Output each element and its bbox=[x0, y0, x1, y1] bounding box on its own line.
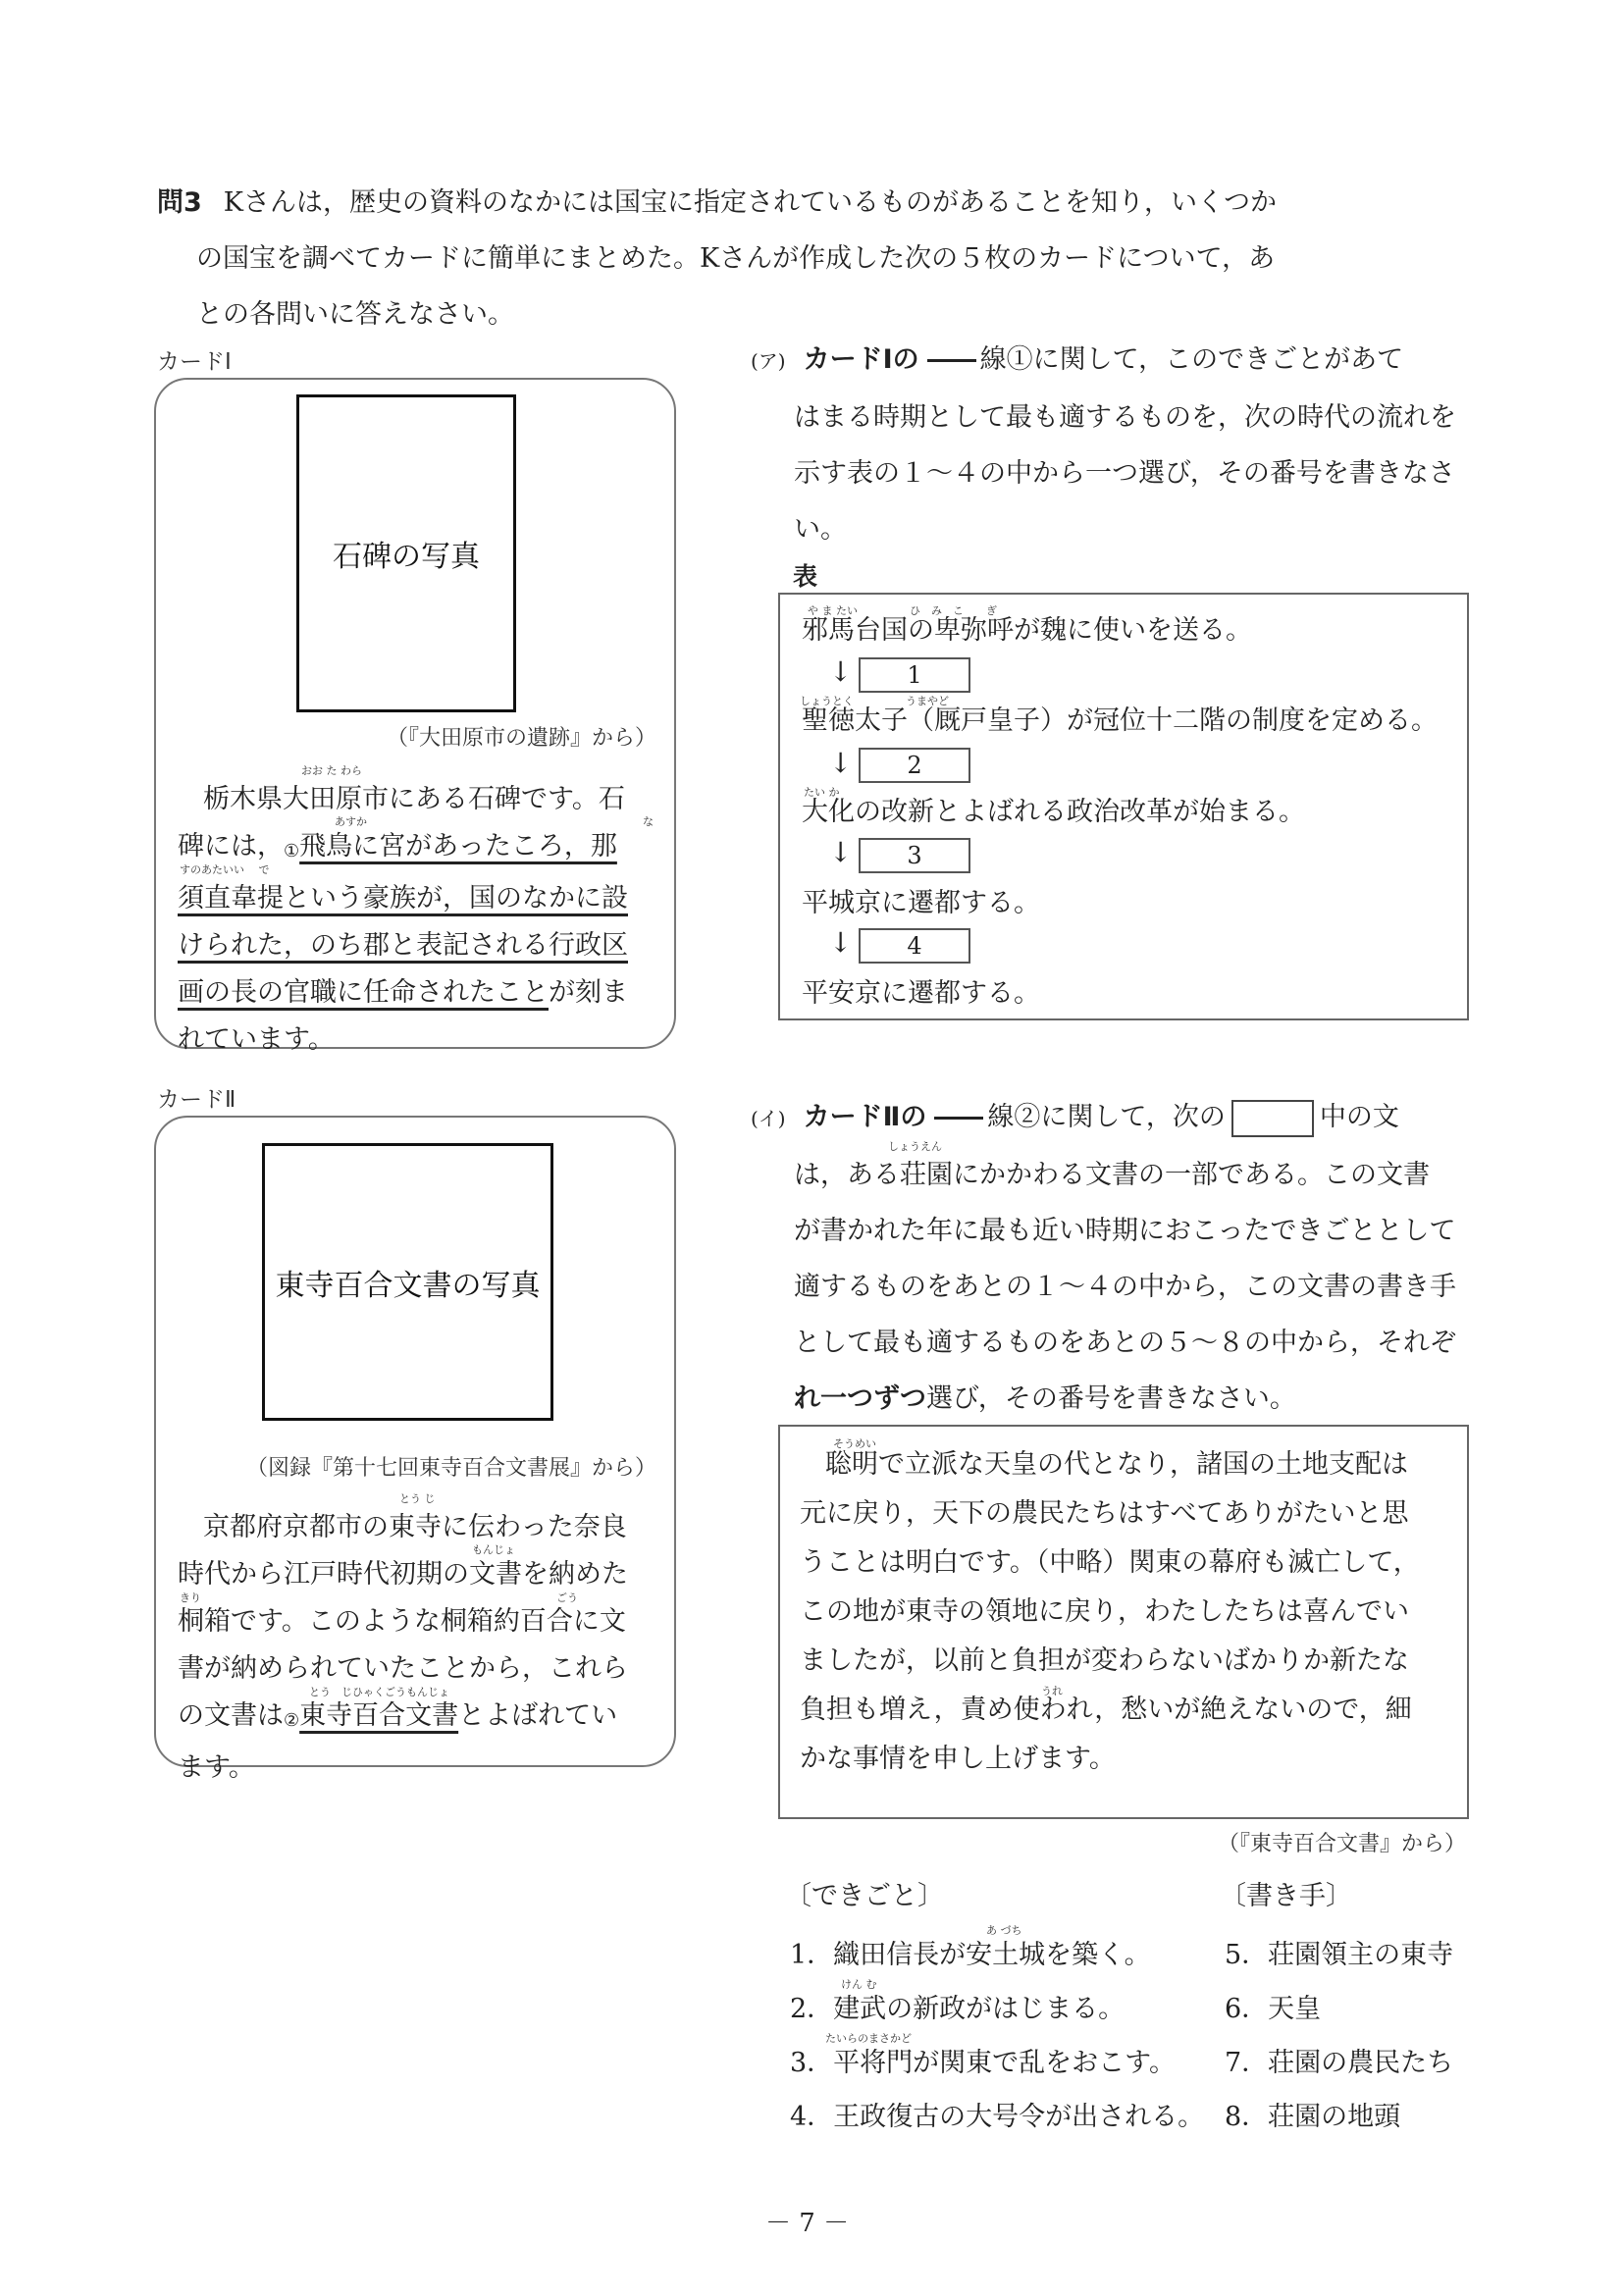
intro-line-3: との各問いに答えなさい。 bbox=[196, 299, 514, 330]
ruby-asuka: あすか bbox=[335, 815, 367, 828]
underlined-text-2: 東寺百合文書 bbox=[299, 1700, 459, 1731]
writers-list bbox=[1225, 1931, 1499, 2141]
document-source: （『東寺百合文書』から） bbox=[1217, 1832, 1466, 1856]
question-b-line-4: 適するものをあとの１～４の中から，この文書の書き手 bbox=[794, 1272, 1456, 1302]
timeline-slot-1: 1 bbox=[859, 657, 970, 693]
document-box-symbol bbox=[1231, 1100, 1314, 1137]
writers-header: 〔書き手〕 bbox=[1220, 1881, 1352, 1911]
ruby-ootawara: おお た わら bbox=[301, 764, 362, 777]
question-number: 問3 bbox=[157, 187, 202, 218]
ruby-soumei: そうめい bbox=[833, 1437, 876, 1450]
ruby-ure: うれ bbox=[1041, 1685, 1063, 1697]
underlined-text-1b: 須直韋提という豪族が，国のなかに設 bbox=[178, 883, 628, 913]
intro-line-1: Kさんは，歴史の資料のなかには国宝に指定されているものがあることを知り，いくつか bbox=[223, 187, 1277, 218]
card1-line-5: 画の長の官職に任命されたことが刻ま bbox=[178, 977, 628, 1008]
document-excerpt-box bbox=[778, 1425, 1469, 1819]
question-a-line-2: はまる時期として最も適するものを，次の時代の流れを bbox=[794, 402, 1456, 433]
card1 bbox=[154, 378, 676, 1055]
underline-marker-2: ② bbox=[284, 1710, 300, 1731]
card2-line-6: ます。 bbox=[178, 1752, 255, 1783]
event-choice-3: 3．平将門が関東で乱をおこす。 bbox=[790, 2048, 1177, 2078]
question-a-mark: (ア) bbox=[751, 349, 786, 373]
card1-label: カードⅠ bbox=[157, 349, 232, 375]
ruby-na: な bbox=[643, 815, 654, 828]
ruby-sunoatai: すのあたいい で bbox=[180, 863, 270, 876]
card1-line-4 bbox=[178, 922, 658, 969]
card1-line-3 bbox=[178, 875, 658, 922]
document-line-2: 元に戻り，天下の農民たちはすべてありがたいと思 bbox=[800, 1498, 1409, 1529]
underline-dash-icon bbox=[927, 359, 976, 362]
writer-choice-8: 8．荘園の地頭 bbox=[1225, 2102, 1401, 2132]
document-excerpt-text bbox=[800, 1437, 1457, 1784]
ruby-himiko: ひ み こ bbox=[910, 604, 964, 617]
card1-line-1: 栃木県大田原市にある石碑です。石 bbox=[203, 784, 625, 814]
document-line-6: 負担も増え，責め使われ，愁いが絶えないので，細 bbox=[800, 1695, 1412, 1725]
card1-line-2: 碑には，①飛鳥に宮があったころ，那 bbox=[178, 831, 617, 861]
timeline-slot-4: 4 bbox=[859, 928, 970, 964]
underlined-text-1d: 画の長の官職に任命されたこと bbox=[178, 977, 549, 1008]
timeline-table bbox=[778, 593, 1469, 1020]
question-a-line-4: い。 bbox=[794, 514, 847, 545]
ruby-kenmu: けん む bbox=[841, 1978, 877, 1991]
timeline-event-2: 聖徳太子（厩戸皇子）が冠位十二階の制度を定める。 bbox=[802, 705, 1438, 736]
timeline-event-4: 平城京に遷都する。 bbox=[802, 888, 1040, 918]
question-a: (ア) カードⅠの 線①に関して，このできごとがあて はまる時期として最も適するものを，次の時代の流れを 示す表の１～４の中から一つ選び，その番号を書きなさ い。 bbox=[751, 332, 1496, 557]
ruby-touji: とう じ bbox=[399, 1492, 436, 1505]
writer-choice-5: 5．荘園領主の東寺 bbox=[1225, 1940, 1454, 1970]
event-choice-4: 4．王政復古の大号令が出される。 bbox=[790, 2102, 1205, 2132]
ruby-umayado: うまやど bbox=[906, 695, 949, 707]
underlined-text-1a: 飛鳥に宮があったころ，那 bbox=[299, 831, 617, 861]
events-header: 〔できごと〕 bbox=[785, 1881, 944, 1911]
events-list bbox=[790, 1924, 1222, 2141]
timeline-slot-3: 3 bbox=[859, 838, 970, 873]
ruby-gi: ぎ bbox=[986, 604, 997, 617]
ruby-azuchi: あ づち bbox=[986, 1924, 1022, 1937]
card2-photo-caption: 東寺百合文書の写真 bbox=[275, 1268, 541, 1303]
question-b-line-2: しょうえん は，ある荘園にかかわる文書の一部である。この文書 bbox=[794, 1140, 1430, 1190]
card2-text bbox=[178, 1492, 658, 1792]
ruby-tairanomasakado: たいらのまさかど bbox=[825, 2032, 912, 2045]
card1-source: （『大田原市の遺跡』から） bbox=[386, 726, 656, 751]
document-line-7: かな事情を申し上げます。 bbox=[800, 1744, 1116, 1774]
card1-photo-caption: 石碑の写真 bbox=[333, 540, 480, 574]
ruby-toujihyakugoumonjo: とう じひゃくごうもんじょ bbox=[309, 1686, 449, 1698]
document-line-5: ましたが，以前と負担が変わらないばかりか新たな bbox=[800, 1645, 1409, 1676]
writer-choice-7: 7．荘園の農民たち bbox=[1225, 2048, 1454, 2078]
down-arrow-icon: ↓ bbox=[829, 836, 853, 868]
timeline-slot-2: 2 bbox=[859, 748, 970, 783]
card2-line-1: 京都府京都市の東寺に伝わった奈良 bbox=[203, 1512, 627, 1542]
card2-photo-placeholder bbox=[262, 1143, 553, 1421]
down-arrow-icon: ↓ bbox=[829, 926, 853, 959]
card2 bbox=[154, 1116, 676, 1783]
card2-line-4: 書が納められていたことから，これら bbox=[178, 1653, 628, 1684]
intro-line-2: の国宝を調べてカードに簡単にまとめた。Kさんが作成した次の５枚のカードについて，あ bbox=[196, 243, 1276, 274]
card2-line-2: 時代から江戸時代初期の文書を納めた bbox=[178, 1559, 628, 1590]
page-number: － 7 － bbox=[765, 2209, 850, 2238]
question-b-line-5: として最も適するものをあとの５～８の中から，それぞ bbox=[794, 1328, 1456, 1358]
ruby-gou: ごう bbox=[556, 1592, 578, 1604]
card2-label: カードⅡ bbox=[157, 1087, 236, 1113]
underline-marker-1: ① bbox=[284, 841, 300, 861]
card2-line-3: 桐箱です。このような桐箱約百合に文 bbox=[178, 1606, 626, 1637]
question-b-line-6: れ一つずつ選び，その番号を書きなさい。 bbox=[794, 1383, 1296, 1414]
ruby-taika: たい か bbox=[804, 786, 840, 799]
card1-line-6: れています。 bbox=[178, 1024, 335, 1055]
document-line-4: この地が東寺の領地に戻り，わたしたちは喜んでい bbox=[800, 1596, 1409, 1627]
event-choice-2: 2．建武の新政がはじまる。 bbox=[790, 1994, 1126, 2024]
ruby-kiri: きり bbox=[180, 1592, 201, 1604]
question-b-mark: (イ) bbox=[751, 1107, 786, 1130]
card1-text bbox=[178, 764, 658, 1064]
table-label: 表 bbox=[793, 562, 818, 591]
down-arrow-icon: ↓ bbox=[829, 655, 853, 688]
ruby-shoutoku: しょうとく bbox=[800, 695, 854, 707]
question-b-card-ref: カードⅡの bbox=[803, 1102, 927, 1132]
timeline-event-5: 平安京に遷都する。 bbox=[802, 978, 1040, 1009]
card2-line-5: の文書は②東寺百合文書とよばれてい bbox=[178, 1700, 618, 1731]
document-line-3: うことは明白です。（中略）関東の幕府も滅亡して， bbox=[800, 1547, 1420, 1578]
ruby-yamatai: や ま たい bbox=[808, 604, 858, 617]
card1-photo-placeholder bbox=[296, 394, 516, 712]
document-line-1: 聡明で立派な天皇の代となり，諸国の土地支配は bbox=[825, 1449, 1408, 1480]
underlined-text-1c: けられた，のち郡と表記される行政区 bbox=[178, 930, 628, 961]
event-choice-1: 1．織田信長が安土城を築く。 bbox=[790, 1940, 1151, 1970]
question-b-line-3: が書かれた年に最も近い時期におこったできごととして bbox=[794, 1216, 1456, 1246]
writer-choice-6: 6．天皇 bbox=[1225, 1994, 1322, 2024]
timeline-event-3: 大化の改新とよばれる政治改革が始まる。 bbox=[802, 797, 1305, 827]
down-arrow-icon: ↓ bbox=[829, 747, 853, 779]
timeline-event-1: 邪馬台国の卑弥呼が魏に使いを送る。 bbox=[802, 615, 1252, 646]
question-b: (イ) カードⅡの 線②に関して，次の 中の文 しょうえん は，ある荘園にかかわる文書の一部である。この文書 が書かれた年に最も近い時期におこったできごととして 適するものをあとの１～４の中から，この文書の書き手 として最も適するものをあとの５～８の中から，それぞ れ一つずつ選び，その番号を書きなさい。 bbox=[751, 1089, 1496, 1427]
underline-dash-icon bbox=[934, 1117, 983, 1120]
question-intro bbox=[157, 175, 1482, 342]
ruby-shouen: しょうえん bbox=[888, 1140, 942, 1153]
question-a-line-3: 示す表の１～４の中から一つ選び，その番号を書きなさ bbox=[794, 458, 1455, 489]
question-a-card-ref: カードⅠの bbox=[803, 344, 919, 375]
ruby-monjo: もんじょ bbox=[472, 1543, 515, 1556]
card2-source: （図録『第十七回東寺百合文書展』から） bbox=[245, 1456, 656, 1481]
